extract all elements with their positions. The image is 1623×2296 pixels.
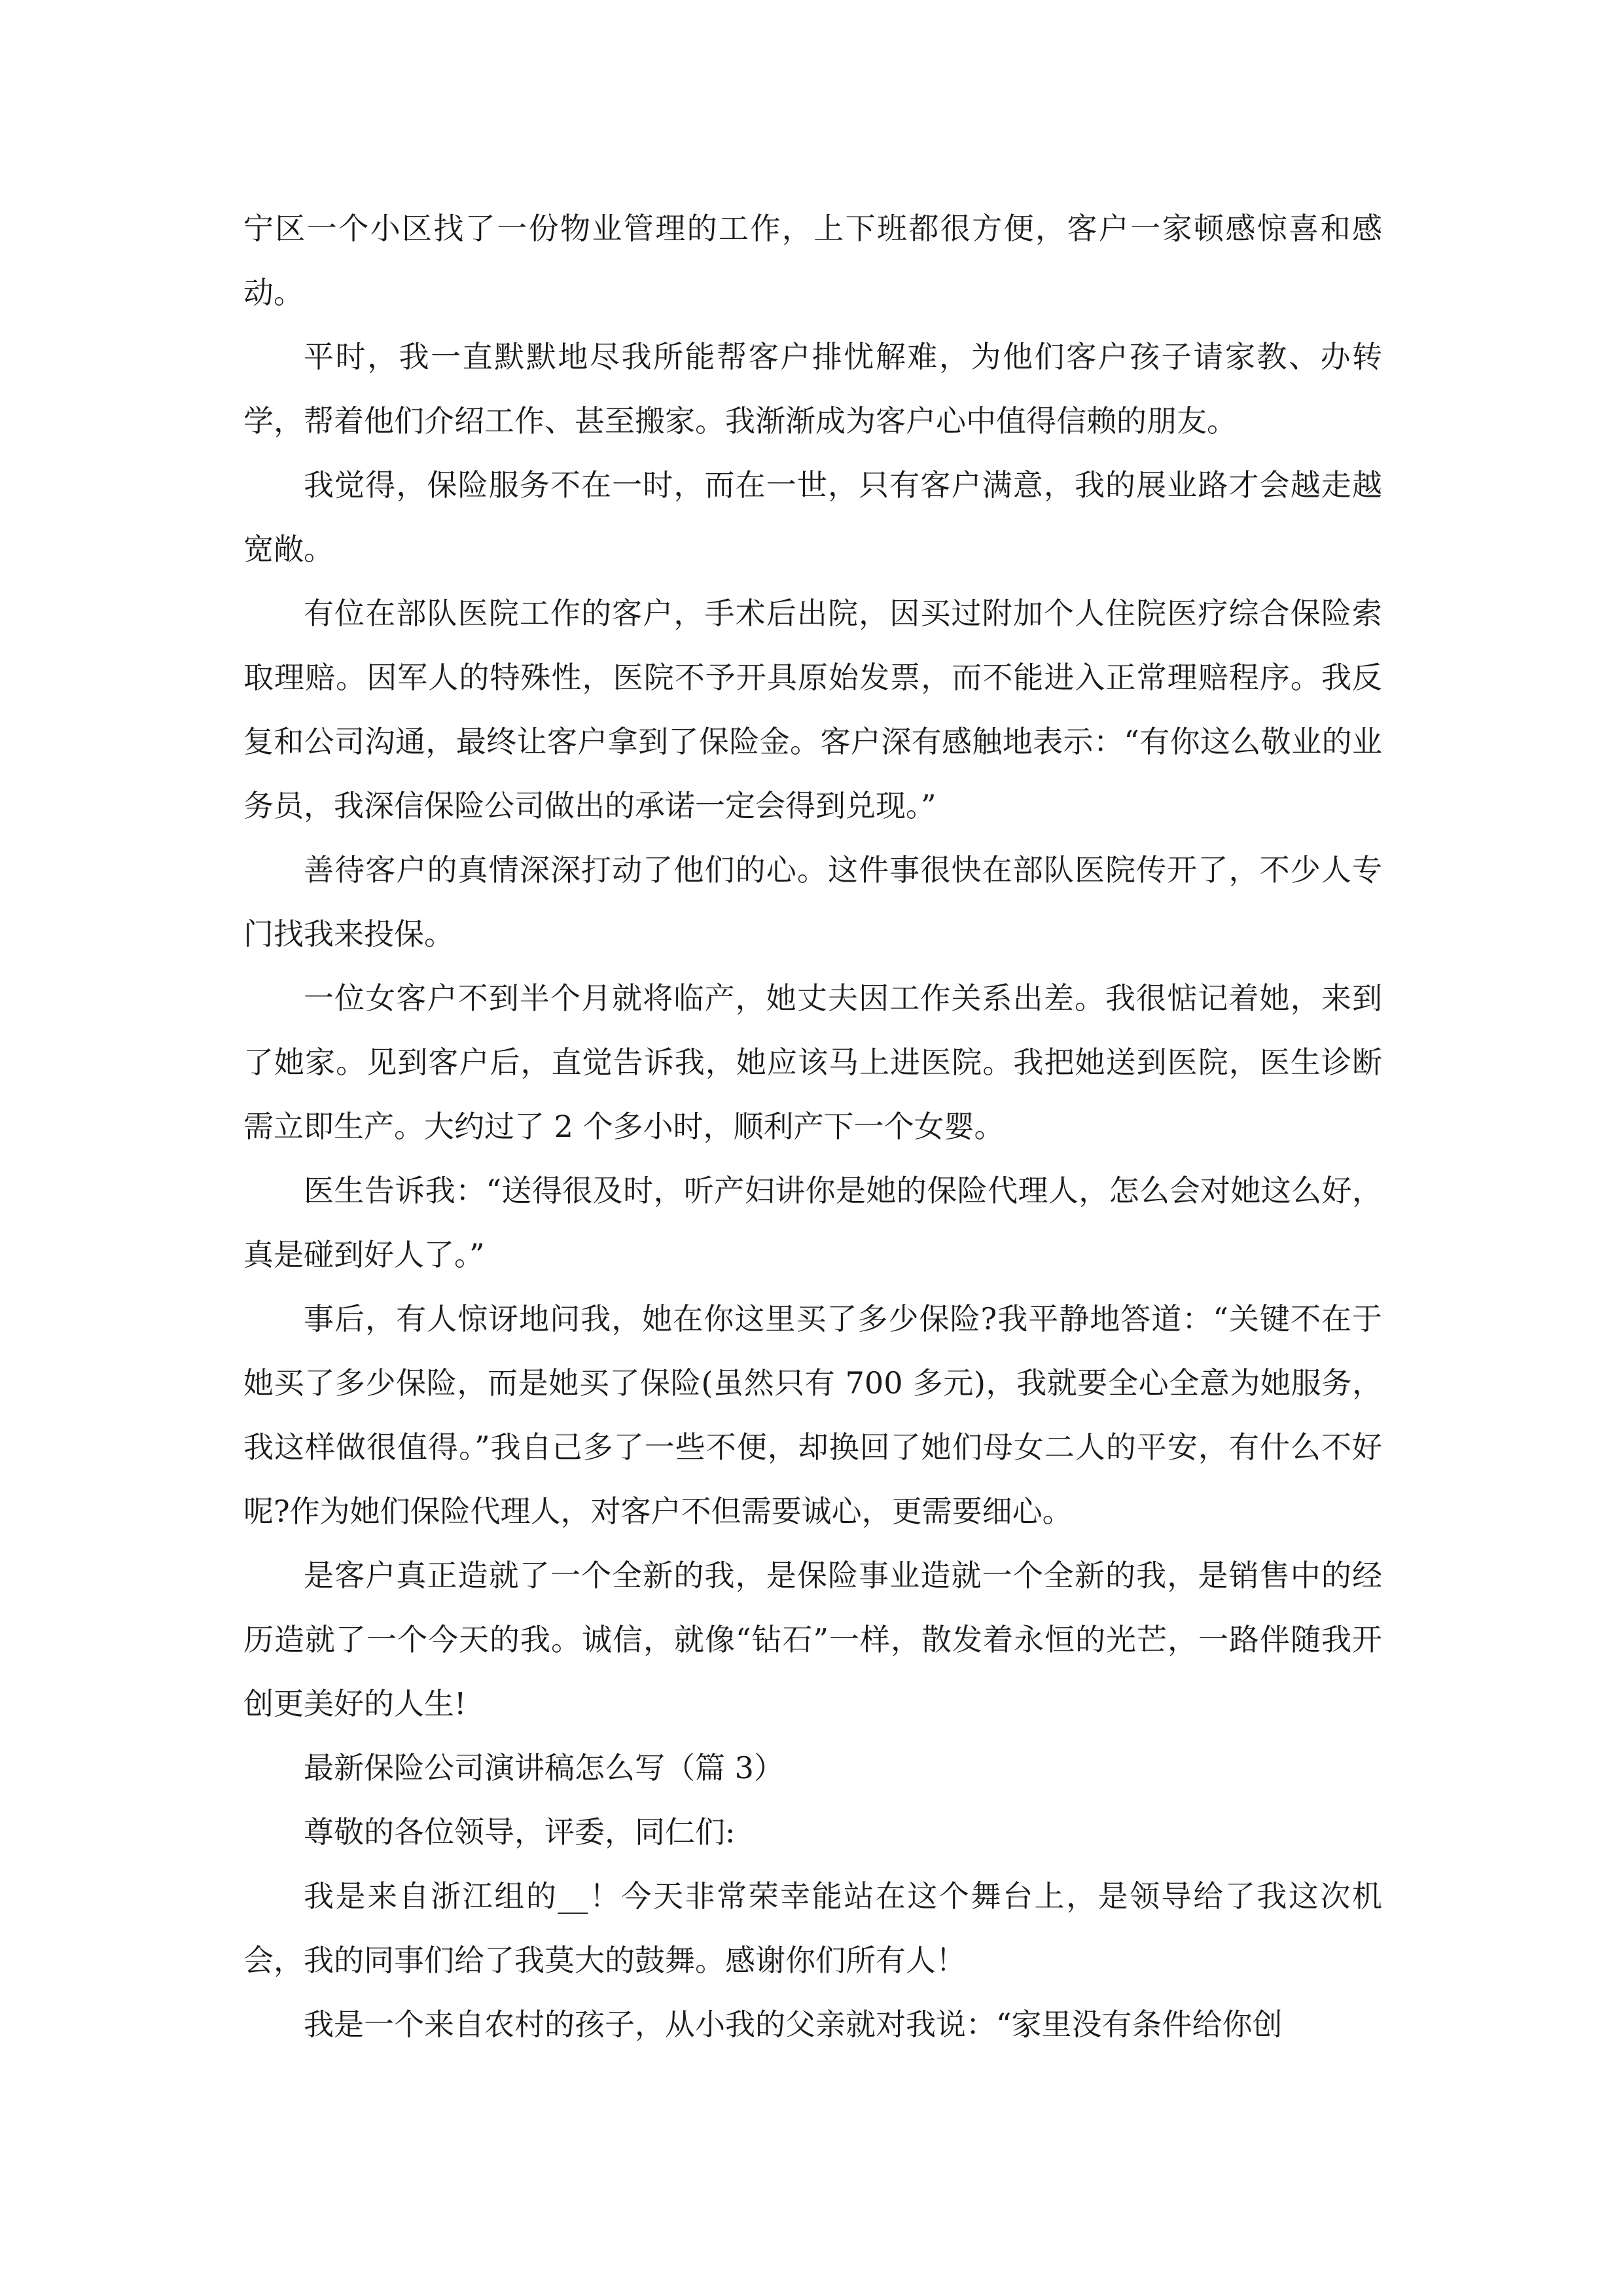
paragraph: 事后，有人惊讶地问我，她在你这里买了多少保险?我平静地答道：“关键不在于她买了多少保险，而是她买了保险(虽然只有 700 多元)，我就要全心全意为她服务，我这样做很值得。”我自己多了一些不便，却换回了她们母女二人的平安，有什么不好呢?作为她们保险代理人，对客户不但需要诚心，更需要细心。 xyxy=(243,1301,1382,1529)
paragraph: 有位在部队医院工作的客户，手术后出院，因买过附加个人住院医疗综合保险索取理赔。因军人的特殊性，医院不予开具原始发票，而不能进入正常理赔程序。我反复和公司沟通，最终让客户拿到了保险金。客户深有感触地表示：“有你这么敬业的业务员，我深信保险公司做出的承诺一定会得到兑现。” xyxy=(243,596,1382,823)
paragraph: 我觉得，保险服务不在一时，而在一世，只有客户满意，我的展业路才会越走越宽敞。 xyxy=(243,467,1382,567)
document-page xyxy=(243,196,1382,2056)
paragraph: 我是一个来自农村的孩子，从小我的父亲就对我说：“家里没有条件给你创 xyxy=(304,2007,1283,2042)
paragraph-continued: 宁区一个小区找了一份物业管理的工作，上下班都很方便，客户一家顿感惊喜和感动。 xyxy=(243,211,1382,310)
paragraph: 善待客户的真情深深打动了他们的心。这件事很快在部队医院传开了，不少人专门找我来投保。 xyxy=(243,852,1382,952)
section-title: 最新保险公司演讲稿怎么写（篇 3） xyxy=(304,1750,784,1785)
paragraph: 一位女客户不到半个月就将临产，她丈夫因工作关系出差。我很惦记着她，来到了她家。见到客户后，直觉告诉我，她应该马上进医院。我把她送到医院，医生诊断需立即生产。大约过了 2 个多小时，顺利产下一个女婴。 xyxy=(243,980,1382,1144)
paragraph: 我是来自浙江组的__！今天非常荣幸能站在这个舞台上，是领导给了我这次机会，我的同事们给了我莫大的鼓舞。感谢你们所有人！ xyxy=(243,1878,1382,1978)
paragraph: 是客户真正造就了一个全新的我，是保险事业造就一个全新的我，是销售中的经历造就了一个今天的我。诚信，就像“钻石”一样，散发着永恒的光芒，一路伴随我开创更美好的人生! xyxy=(243,1558,1382,1721)
paragraph: 平时，我一直默默地尽我所能帮客户排忧解难，为他们客户孩子请家教、办转学，帮着他们介绍工作、甚至搬家。我渐渐成为客户心中值得信赖的朋友。 xyxy=(243,339,1382,439)
paragraph: 医生告诉我：“送得很及时，听产妇讲你是她的保险代理人，怎么会对她这么好，真是碰到好人了。” xyxy=(243,1173,1382,1272)
greeting: 尊敬的各位领导，评委，同仁们: xyxy=(304,1814,736,1850)
